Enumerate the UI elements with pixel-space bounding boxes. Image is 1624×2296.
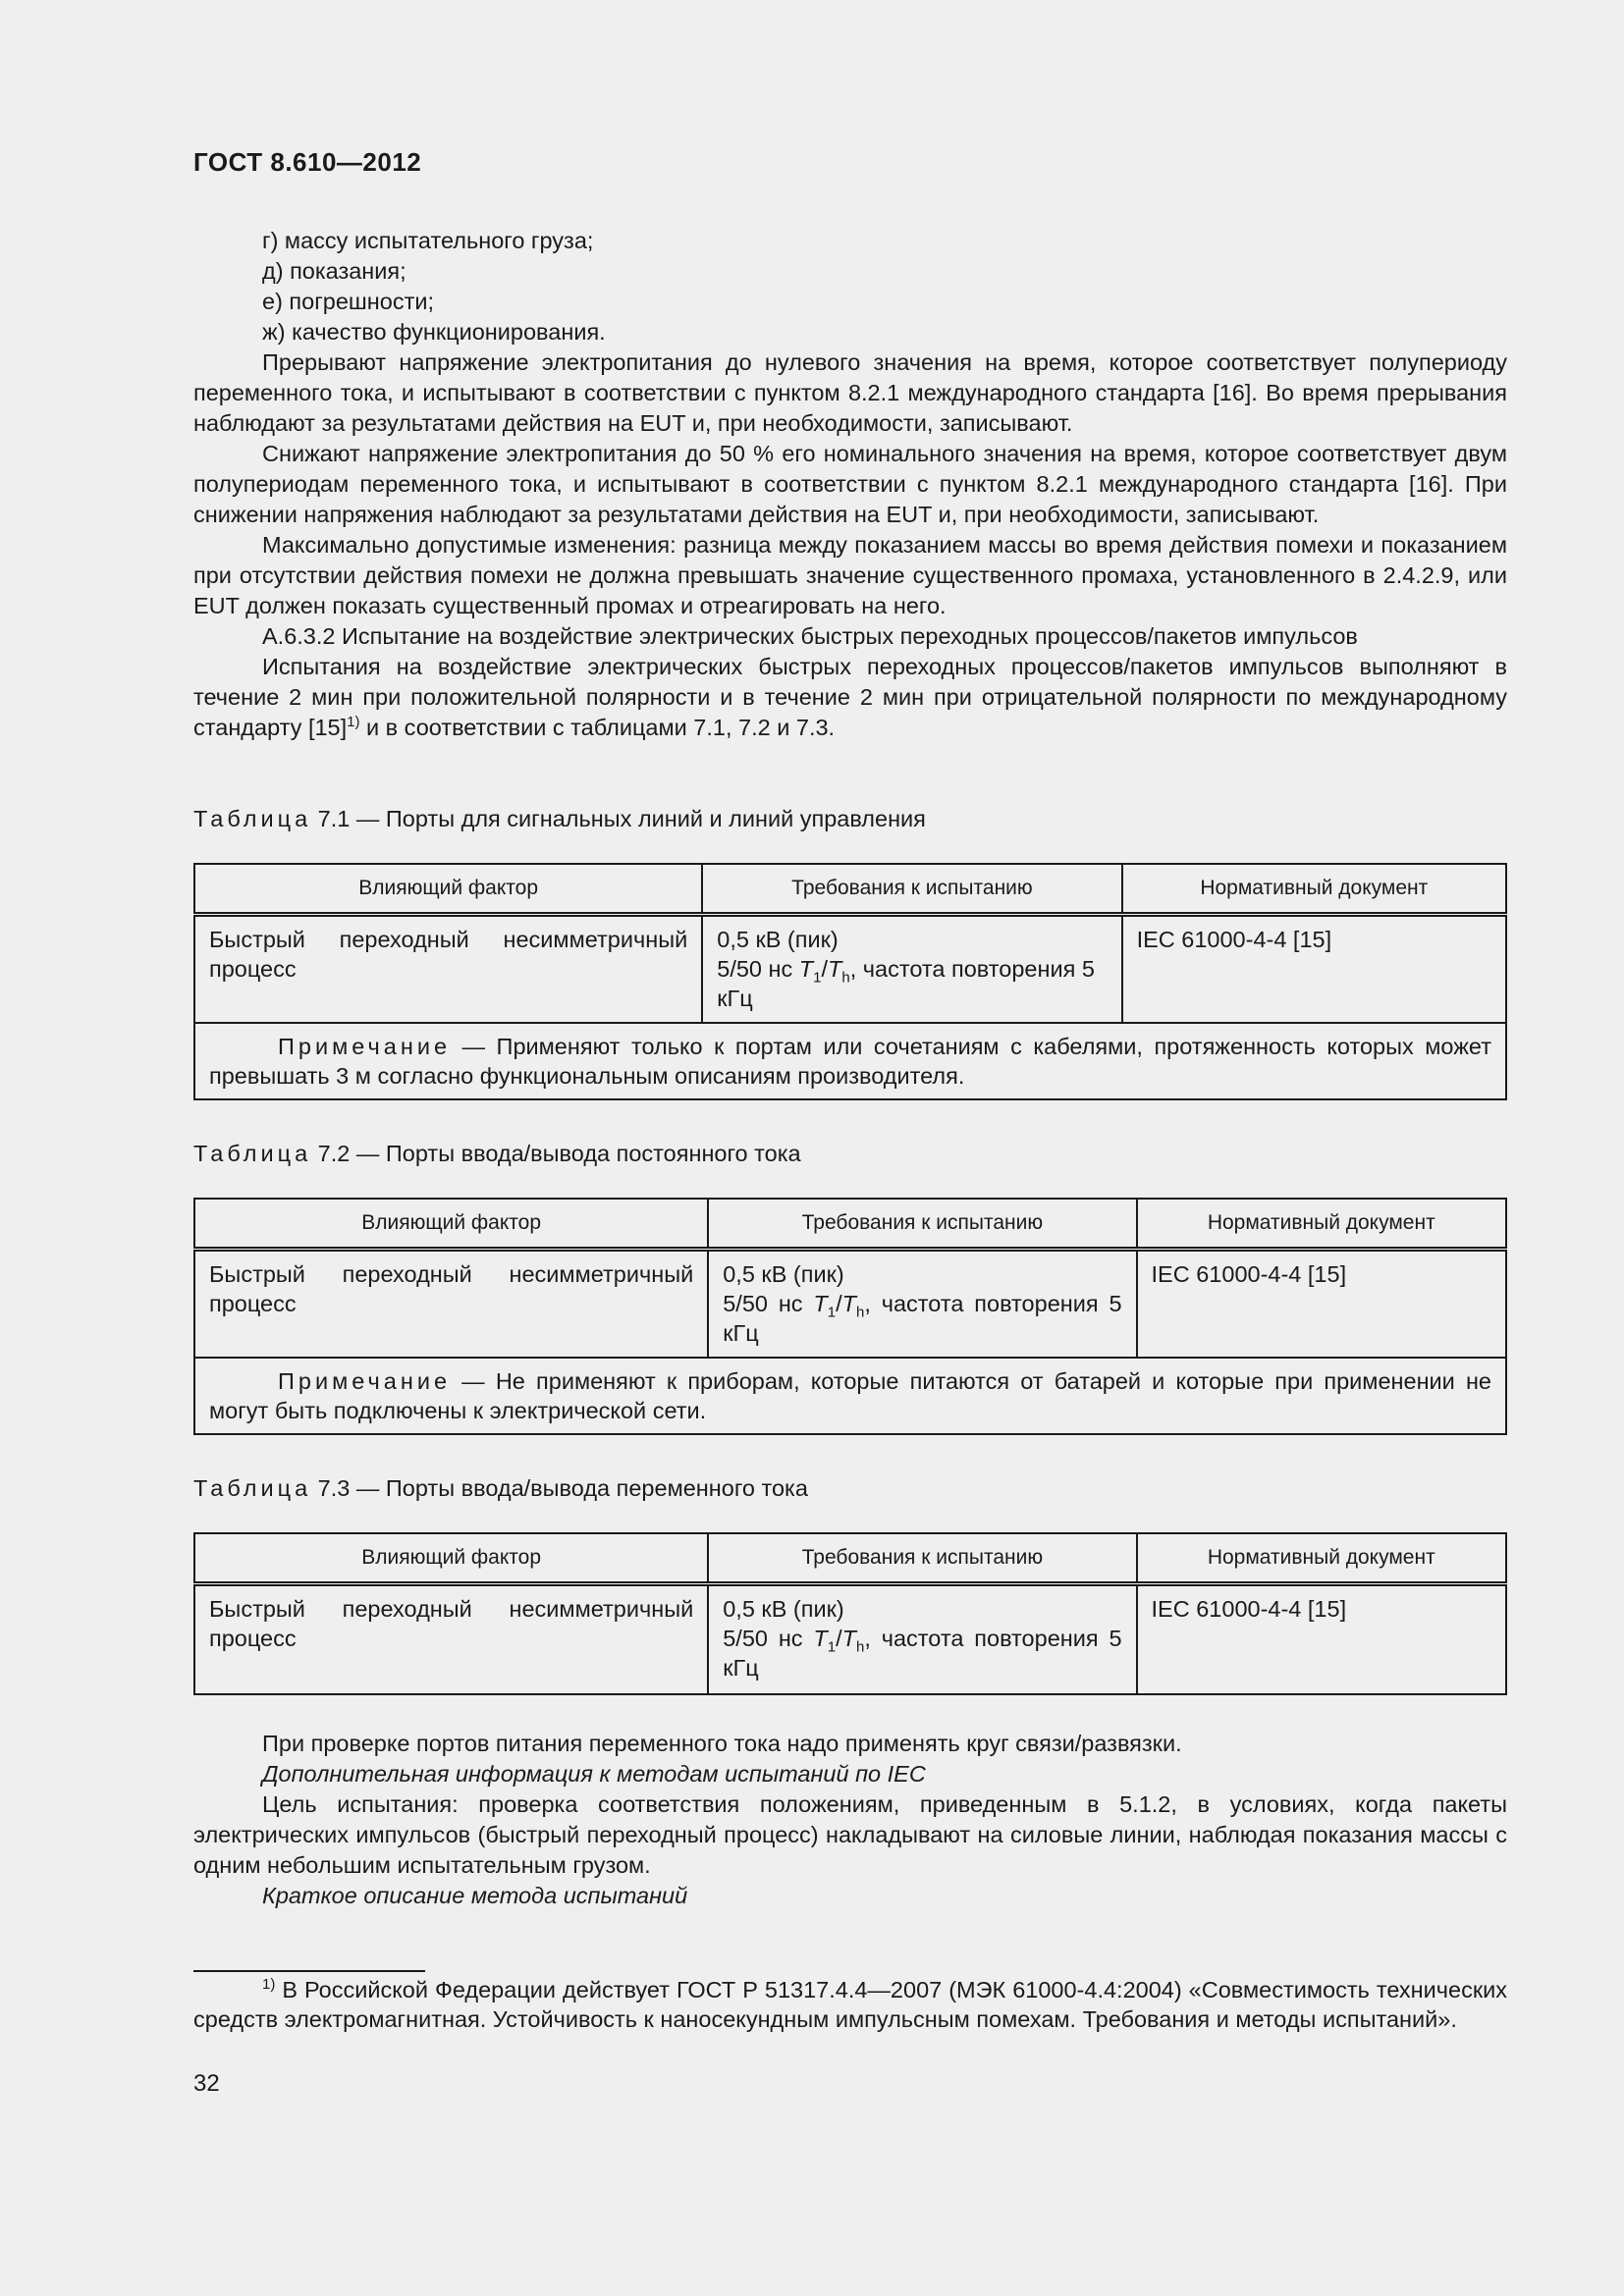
req-text: / [836, 1626, 842, 1651]
requirements-cell [708, 1250, 1136, 1358]
paragraph: Снижают напряжение электропитания до 50 % его номинального значения на время, которое соответствует двум полупериодам переменного тока, и испытывают в соответствии с пунктом 8.2.1 международного стандарта [16]. При снижении напряжения наблюдают за результатами действия на EUT и, при необходимости, записывают. [193, 441, 1507, 527]
footnote-mark: 1) [262, 1976, 276, 1994]
table-caption [193, 806, 926, 832]
table-note-row [194, 1023, 1506, 1099]
table-header-row [194, 864, 1506, 915]
factor-cell: Быстрый переходный несимметричный процесс [194, 1250, 708, 1358]
req-text: / [821, 956, 829, 982]
column-header: Требования к испытанию [708, 1533, 1136, 1584]
table-word: Таблица [193, 806, 312, 831]
note-text: — Применяют только к портам или сочетаниям с кабелями, протяженность которых может превышать 3 м согласно функциональным описаниям производителя. [209, 1033, 1491, 1089]
note-label: Примечание [278, 1367, 452, 1394]
req-subscript: h [856, 1304, 865, 1321]
req-subscript: 1 [813, 969, 822, 987]
req-symbol: T [813, 1291, 828, 1316]
table-caption-text: 7.3 — Порты ввода/вывода переменного тока [311, 1475, 808, 1501]
document-header: ГОСТ 8.610—2012 [193, 147, 422, 177]
doc-cell: IEC 61000-4-4 [15] [1122, 915, 1506, 1023]
column-header: Требования к испытанию [708, 1199, 1136, 1250]
table-7-2 [193, 1198, 1507, 1435]
table-caption-text: 7.1 — Порты для сигнальных линий и линий управления [311, 806, 926, 831]
req-text: , частота повторения 5 кГц [723, 1626, 1122, 1681]
req-text: 5/50 нс [723, 1291, 814, 1316]
requirements-cell [702, 915, 1121, 1023]
list-item: д) показания; [262, 258, 406, 284]
page-number: 32 [193, 2070, 220, 2097]
column-header: Требования к испытанию [702, 864, 1121, 915]
column-header: Нормативный документ [1122, 864, 1506, 915]
table-note [194, 1023, 1506, 1099]
table-row [194, 1584, 1506, 1694]
table-note [194, 1358, 1506, 1434]
paragraph-text: Испытания на воздействие электрических быстрых переходных процессов/пакетов импульсов выполняют в течение 2 мин при положительной полярности и в течение 2 мин при отрицательной полярности по международному стандарту [15] [193, 654, 1507, 740]
italic-heading: Дополнительная информация к методам испытаний по IEC [262, 1761, 926, 1787]
table-note-row [194, 1358, 1506, 1434]
req-text: 5/50 нс [723, 1626, 814, 1651]
req-subscript: h [856, 1638, 865, 1656]
req-text: 5/50 нс [717, 956, 799, 982]
list-item: е) погрешности; [262, 289, 434, 314]
footnote [193, 1975, 1507, 2034]
table-word: Таблица [193, 1475, 312, 1501]
table-row [194, 915, 1506, 1023]
req-subscript: 1 [827, 1304, 837, 1321]
paragraph: Цель испытания: проверка соответствия положениям, приведенным в 5.1.2, в условиях, когда пакеты электрических импульсов (быстрый переходный процесс) накладывают на силовые линии, наблюдая показания массы с одним небольшим испытательным грузом. [193, 1791, 1507, 1878]
req-symbol: T [841, 1626, 857, 1651]
note-text: — Не применяют к приборам, которые питаются от батарей и которые при применении не могут быть подключены к электрической сети. [209, 1367, 1491, 1423]
footnote-text: В Российской Федерации действует ГОСТ Р 51317.4.4—2007 (МЭК 61000-4.4:2004) «Совместимость технических средств электромагнитная. Устойчивость к наносекундным импульсным помехам. Требования и методы испытаний». [193, 1977, 1507, 2032]
req-amplitude: 0,5 кВ (пик) [717, 927, 839, 952]
paragraph [193, 652, 1507, 743]
table-7-3 [193, 1532, 1507, 1695]
doc-cell: IEC 61000-4-4 [15] [1137, 1584, 1506, 1694]
list-item: ж) качество функционирования. [262, 319, 606, 345]
table-header-row [194, 1533, 1506, 1584]
table-caption-text: 7.2 — Порты ввода/вывода постоянного тока [311, 1141, 801, 1166]
note-label: Примечание [278, 1033, 452, 1059]
body-section-2 [193, 1729, 1507, 1911]
section-title: А.6.3.2 Испытание на воздействие электрических быстрых переходных процессов/пакетов импульсов [262, 623, 1358, 649]
body-section-1 [193, 226, 1507, 743]
table-7-1 [193, 863, 1507, 1100]
requirements-cell [708, 1584, 1136, 1694]
req-subscript: h [841, 969, 850, 987]
req-symbol: T [841, 1291, 857, 1316]
paragraph-text: и в соответствии с таблицами 7.1, 7.2 и 7.3. [359, 715, 836, 740]
footnote-divider [193, 1970, 425, 1972]
column-header: Влияющий фактор [194, 864, 702, 915]
req-amplitude: 0,5 кВ (пик) [723, 1261, 844, 1287]
req-amplitude: 0,5 кВ (пик) [723, 1596, 844, 1622]
factor-cell: Быстрый переходный несимметричный процесс [194, 915, 702, 1023]
req-text: , частота повторения 5 кГц [723, 1291, 1122, 1346]
doc-cell: IEC 61000-4-4 [15] [1137, 1250, 1506, 1358]
table-caption [193, 1475, 808, 1502]
table-word: Таблица [193, 1141, 312, 1166]
paragraph: Максимально допустимые изменения: разница между показанием массы во время действия помехи и показанием при отсутствии действия помехи не должна превышать значение существенного промаха, установленного в 2.4.2.9, или EUT должен показать существенный промах и отреагировать на него. [193, 532, 1507, 618]
req-symbol: T [813, 1626, 828, 1651]
paragraph: Прерывают напряжение электропитания до нулевого значения на время, которое соответствует полупериоду переменного тока, и испытывают в соответствии с пунктом 8.2.1 международного стандарта [16]. Во время прерывания наблюдают за результатами действия на EUT и, при необходимости, записывают. [193, 349, 1507, 436]
factor-cell: Быстрый переходный несимметричный процесс [194, 1584, 708, 1694]
footnote-ref: 1) [347, 714, 360, 731]
column-header: Влияющий фактор [194, 1199, 708, 1250]
req-symbol: T [828, 956, 842, 982]
req-text: / [836, 1291, 842, 1316]
table-header-row [194, 1199, 1506, 1250]
column-header: Влияющий фактор [194, 1533, 708, 1584]
column-header: Нормативный документ [1137, 1199, 1506, 1250]
paragraph: При проверке портов питания переменного тока надо применять круг связи/развязки. [262, 1731, 1182, 1756]
table-row [194, 1250, 1506, 1358]
req-symbol: T [798, 956, 814, 982]
req-subscript: 1 [827, 1638, 837, 1656]
italic-heading: Краткое описание метода испытаний [262, 1883, 688, 1908]
table-caption [193, 1141, 801, 1167]
req-text: , частота повторения 5 кГц [717, 956, 1095, 1011]
column-header: Нормативный документ [1137, 1533, 1506, 1584]
list-item: г) массу испытательного груза; [262, 228, 594, 253]
